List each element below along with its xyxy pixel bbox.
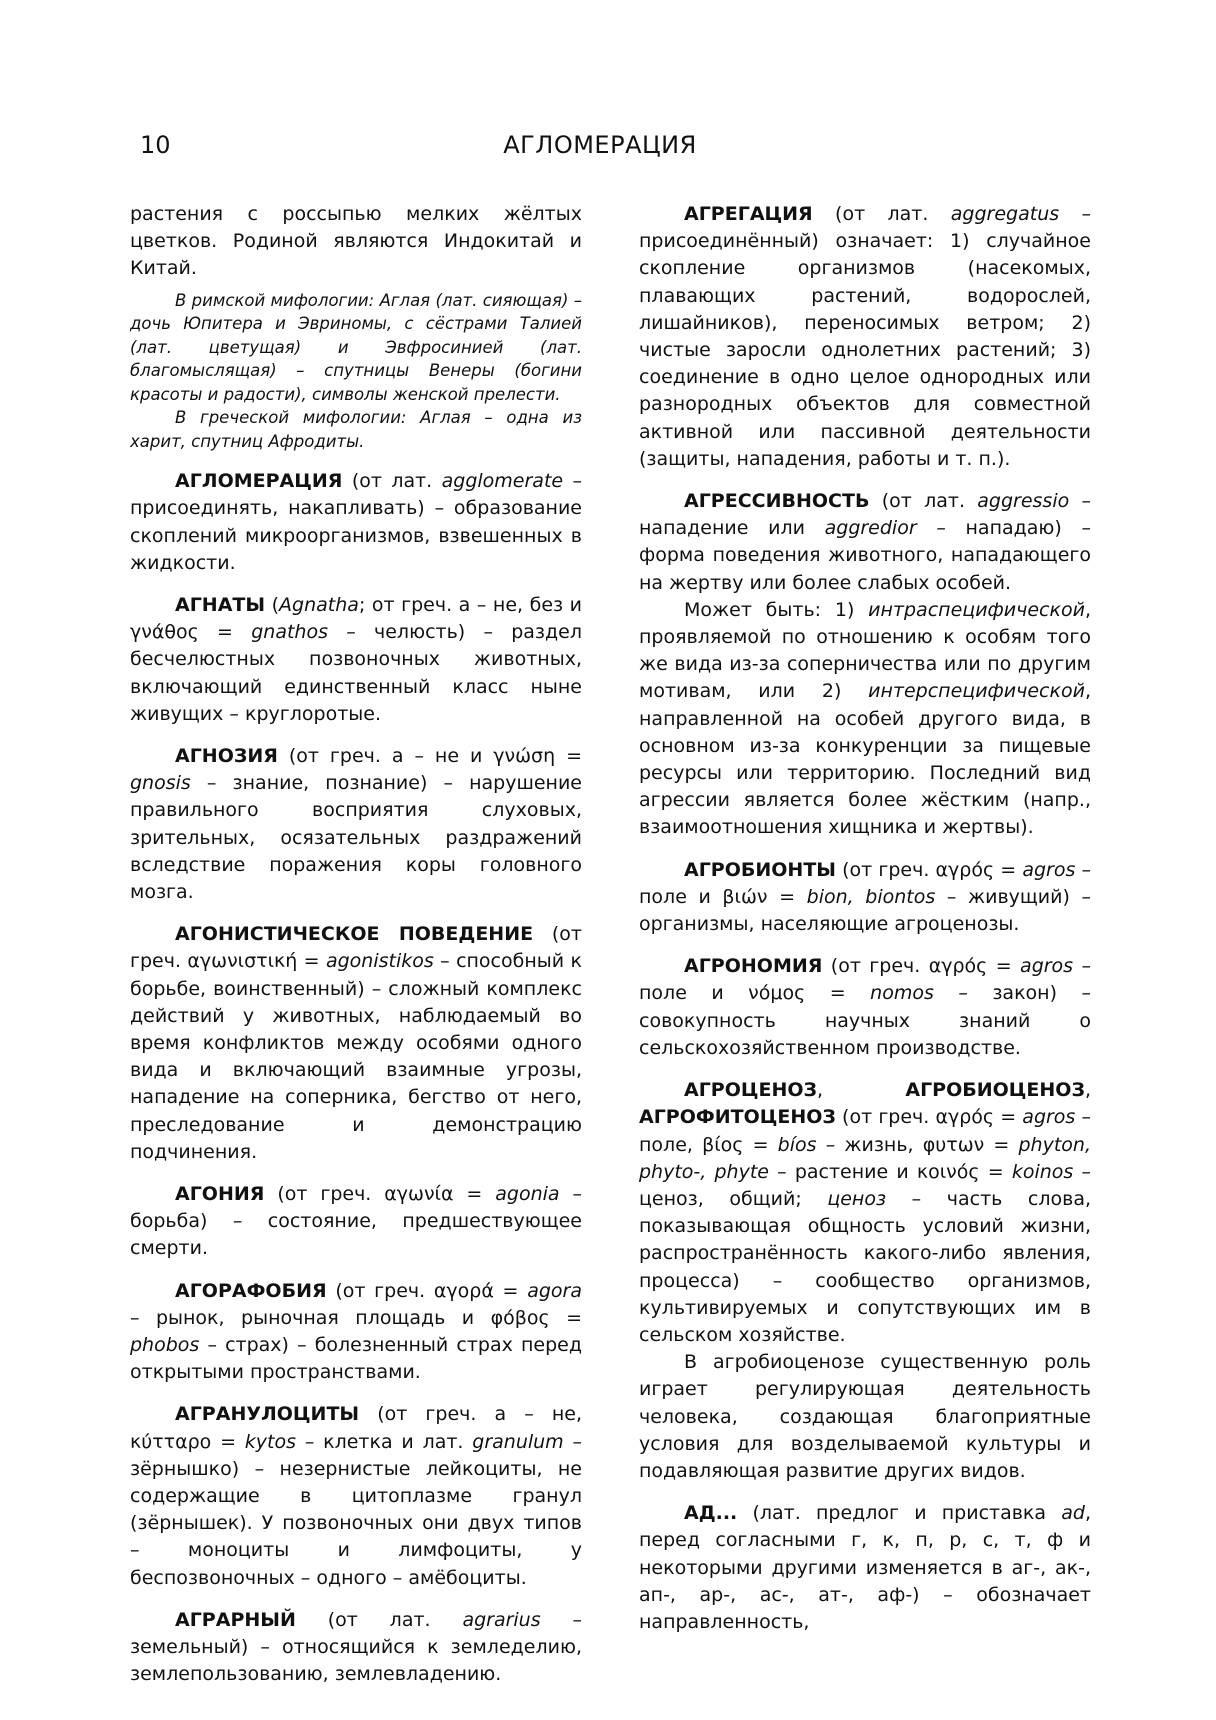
headword: АГРЕГАЦИЯ <box>684 203 813 225</box>
headword: АГРАНУЛОЦИТЫ <box>175 1403 360 1426</box>
entry-agnaty: АГНАТЫ (Agnatha; от греч. а – не, без и γνάθος = gnathos – челюсть) – раздел бесчелюстных позвоночных животных, включающий единственный класс ныне живущих – круглоротые. <box>130 593 582 725</box>
running-head: АГЛОМЕРАЦИЯ <box>503 131 697 159</box>
myth-note-greek: В греческой мифологии: Аглая – одна из харит, спутниц Афродиты. <box>130 408 582 451</box>
headword: АГОНИСТИЧЕСКОЕ ПОВЕДЕНИЕ <box>175 923 534 946</box>
entry-agrocenoz: АГРОЦЕНОЗ, АГРОБИОЦЕНОЗ, АГРОФИТОЦЕНОЗ (от греч. αγρός = agros – поле, βίος = bíos – жизнь, φυτων = phyton, phyto-, phyte – растение и κοινός = koinos – ценоз, общий; ценоз – часть слова, показывающая общность условий жизни, распространённость какого-либо явления, процесса) – сообщество организмов, культивируемых и сопутствующих им в сельском хозяйстве. <box>639 1079 1092 1346</box>
right-column <box>639 201 1091 1636</box>
headword: АГНАТЫ <box>175 593 266 616</box>
left-column <box>130 201 582 1688</box>
entry-agrarnyi: АГРАРНЫЙ (от лат. agrarius – земельный) – относящийся к земледелию, землепользованию, землевладению. <box>130 1608 582 1686</box>
entry-agregaciya: АГРЕГАЦИЯ (от лат. aggregatus – присоединённый) означает: 1) случайное скопление организмов (насекомых, плавающих растений, водорослей, лишайников), переносимых ветром; 2) чистые заросли однолетних растений; 3) соединение в одно целое однородных или разнородных объектов для совместной активной или пассивной деятельности (защиты, нападения, работы и т. п.). <box>639 203 1092 470</box>
entry-agrobionty: АГРОБИОНТЫ (от греч. αγρός = agros – поле и βιών = bion, biontos – живущий) – организмы, населяющие агроценозы. <box>639 858 1091 936</box>
headword: АГРОНОМИЯ <box>684 955 823 978</box>
entry-agorafobiya: АГОРАФОБИЯ (от греч. αγορά = agora – рынок, рыночная площадь и φόβος = phobos – страх) – болезненный страх перед открытыми пространствами. <box>130 1279 582 1384</box>
headword: АГОНИЯ <box>175 1182 265 1205</box>
headword: АГРЕССИВНОСТЬ <box>684 490 870 513</box>
headword: АГОРАФОБИЯ <box>175 1279 327 1302</box>
entry-agrocenoz-continued: В агробиоценозе существенную роль играет регулирующая деятельность человека, создающая благоприятные условия для возделываемой культуры и подавляющая развитие других видов. <box>639 1351 1091 1482</box>
headword: АГРОЦЕНОЗ <box>684 1079 818 1102</box>
headword: АГНОЗИЯ <box>175 744 278 767</box>
entry-agnoziya: АГНОЗИЯ (от греч. а – не и γνώση = gnosis – знание, познание) – нарушение правильного восприятия слуховых, зрительных, осязательных раздражений вследствие поражения коры головного мозга. <box>130 744 582 903</box>
entry-ad: АД... (лат. предлог и приставка ad, перед согласными г, к, п, р, с, т, ф и некоторыми другими изменяется в аг-, ак-, ап-, ар-, ас-, ат-, аф-) – обозначает направленность, <box>639 1502 1091 1633</box>
entry-agronomiya: АГРОНОМИЯ (от греч. αγρός = agros – поле и νόμος = nomos – закон) – совокупность научных знаний о сельскохозяйственном производстве. <box>639 955 1091 1059</box>
headword: АГЛОМЕРАЦИЯ <box>175 470 343 493</box>
entry-agoniya: АГОНИЯ (от греч. αγωνία = agonia – борьба) – состояние, предшествующее смерти. <box>130 1182 582 1260</box>
page-number: 10 <box>140 131 171 159</box>
headword: АГРОБИОЦЕНОЗ <box>905 1079 1085 1102</box>
entry-continuation: растения с россыпью мелких жёлтых цветков. Родиной являются Индокитай и Китай. <box>130 203 582 280</box>
entry-aglomeraciya: АГЛОМЕРАЦИЯ (от лат. agglomerate – присоединять, накапливать) – образование скоплений микроорганизмов, взвешенных в жидкости. <box>130 470 582 574</box>
entry-agranulocity: АГРАНУЛОЦИТЫ (от греч. а – не, κύτταρο = kytos – клетка и лат. granulum – зёрнышко) – незернистые лейкоциты, не содержащие в цитоплазме гранул (зёрнышек). У позвоночных они двух типов – моноциты и лимфоциты, у беспозвоночных – одного – амёбоциты. <box>130 1403 583 1589</box>
page-header <box>0 128 1216 168</box>
headword: АГРОБИОНТЫ <box>684 858 836 881</box>
entry-agonisticheskoe-povedenie: АГОНИСТИЧЕСКОЕ ПОВЕДЕНИЕ (от греч. αγωνιστική = agonistikos – способный к борьбе, воинственный) – сложный комплекс действий у животных, наблюдаемый во время конфликтов между особями одного вида и включающий взаимные угрозы, нападение на соперника, бегство от него, преследование и демонстрацию подчинения. <box>130 923 582 1163</box>
entry-agressivnost: АГРЕССИВНОСТЬ (от лат. aggressio – нападение или aggredior – нападаю) – форма поведения животного, нападающего на жертву или более слабых особей. <box>639 490 1091 594</box>
entry-agressivnost-continued: Может быть: 1) интраспецифической, проявляемой по отношению к особям того же вида из-за соперничества или по другим мотивам, или 2) интерспецифической, направленной на особей другого вида, в основном из-за конкуренции за пищевые ресурсы или территорию. Последний вид агрессии является более жёстким (напр., взаимоотношения хищника и жертвы). <box>639 598 1091 839</box>
headword: АГРОФИТОЦЕНОЗ <box>639 1106 836 1129</box>
headword: АД... <box>684 1502 738 1525</box>
headword: АГРАРНЫЙ <box>175 1608 296 1631</box>
myth-note-roman: В римской мифологии: Аглая (лат. сияющая) – дочь Юпитера и Эвриномы, с сёстрами Талией (лат. цветущая) и Эвфросинией (лат. благомыслящая) – спутницы Венеры (богини красоты и радости), символы женской прелести. <box>130 290 582 404</box>
